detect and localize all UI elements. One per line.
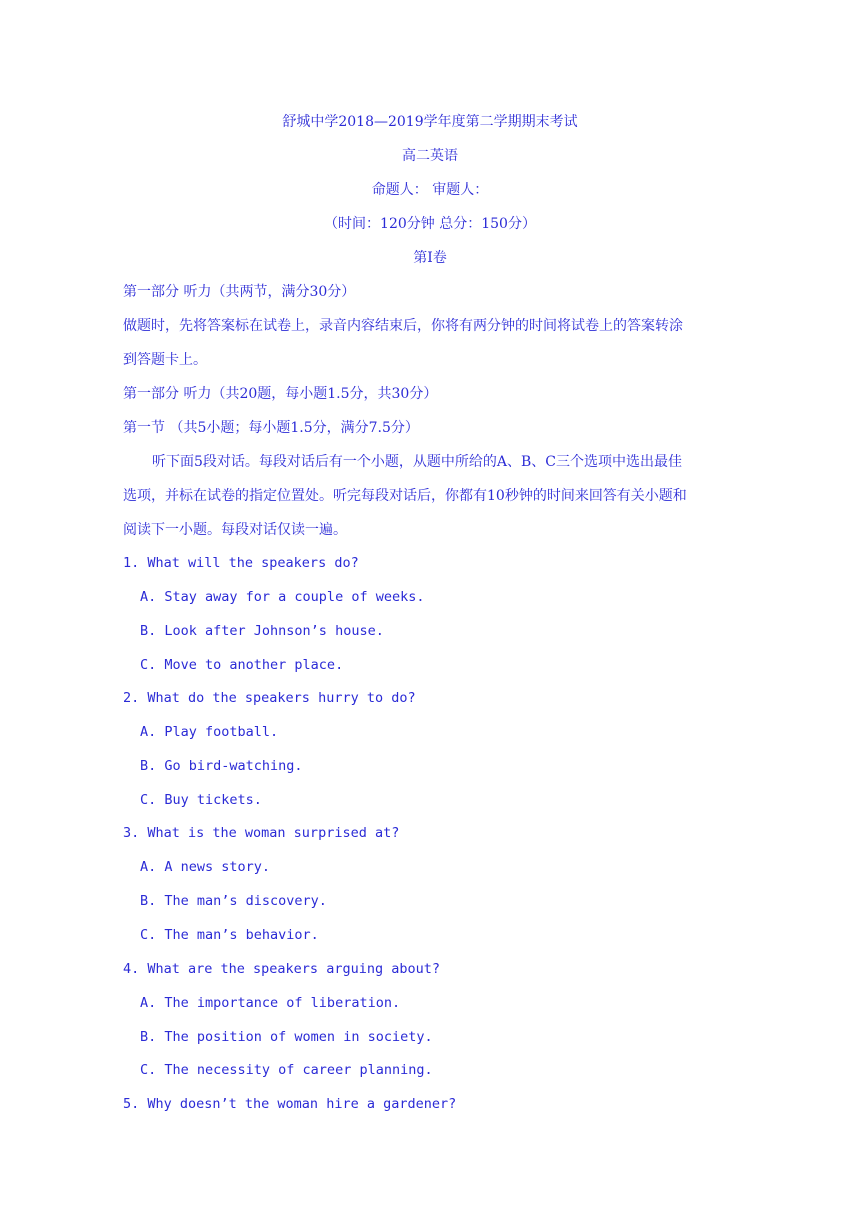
question-4-option-c: C. The necessity of career planning. (140, 1062, 433, 1078)
question-2-option-c: C. Buy tickets. (140, 792, 262, 808)
question-4-option-a: A. The importance of liberation. (140, 995, 401, 1011)
question-4-stem: 4. What are the speakers arguing about? (123, 961, 440, 977)
question-3-option-a: A. A news story. (140, 859, 271, 875)
part1-heading: 第一部分 听力（共两节，满分30分） (123, 284, 356, 300)
question-2-option-a: A. Play football. (140, 724, 279, 740)
question-2-option-b: B. Go bird-watching. (140, 758, 303, 774)
question-1-stem: 1. What will the speakers do? (123, 555, 359, 571)
section1-heading: 第一节 （共5小题；每小题1.5分，满分7.5分） (123, 420, 419, 436)
section1-directions-line1: 听下面5段对话。每段对话后有一个小题，从题中所给的A、B、C三个选项中选出最佳 (152, 454, 683, 470)
subject-title: 高二英语 (402, 148, 458, 164)
part1-summary: 第一部分 听力（共20题，每小题1.5分，共30分） (123, 386, 438, 402)
question-3-option-b: B. The man’s discovery. (140, 893, 327, 909)
part1-instructions-line2: 到答题卡上。 (123, 352, 207, 368)
question-1-option-c: C. Move to another place. (140, 657, 344, 673)
exam-title: 舒城中学2018—2019学年度第二学期期末考试 (282, 114, 578, 130)
question-5-stem: 5. Why doesn’t the woman hire a gardener? (123, 1096, 457, 1112)
question-1-option-b: B. Look after Johnson’s house. (140, 623, 384, 639)
volume-title: 第I卷 (413, 250, 447, 266)
time-score-line: （时间：120分钟 总分：150分） (324, 216, 536, 232)
question-3-option-c: C. The man’s behavior. (140, 927, 319, 943)
question-2-stem: 2. What do the speakers hurry to do? (123, 690, 416, 706)
question-4-option-b: B. The position of women in society. (140, 1029, 433, 1045)
part1-instructions-line1: 做题时，先将答案标在试卷上，录音内容结束后，你将有两分钟的时间将试卷上的答案转涂 (123, 318, 683, 334)
section1-directions-line3: 阅读下一小题。每段对话仅读一遍。 (123, 522, 347, 538)
question-3-stem: 3. What is the woman surprised at? (123, 825, 400, 841)
section1-directions-line2: 选项，并标在试卷的指定位置处。听完每段对话后，你都有10秒钟的时间来回答有关小题和 (123, 488, 687, 504)
question-1-option-a: A. Stay away for a couple of weeks. (140, 589, 425, 605)
authors-line: 命题人： 审题人： (371, 182, 489, 198)
